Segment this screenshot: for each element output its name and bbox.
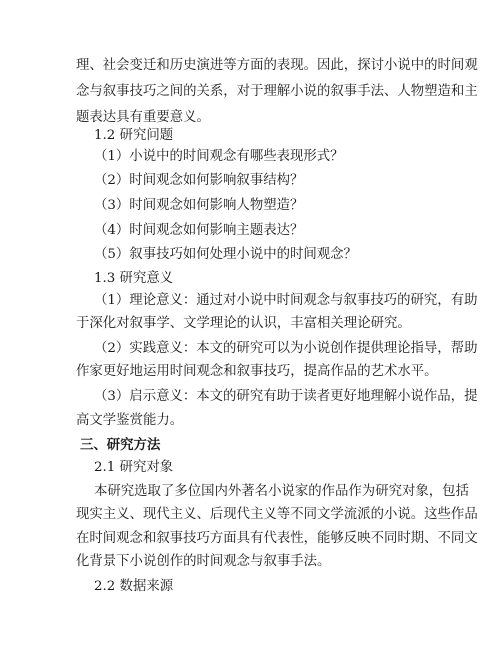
significance-line: （1）理论意义：通过对小说中时间观念与叙事技巧的研究，有助 <box>94 293 478 308</box>
question-item: （4）时间观念如何影响主题表达？ <box>94 223 304 238</box>
question-item: （1）小说中的时间观念有哪些表现形式？ <box>94 149 344 164</box>
chapter-heading: 三、研究方法 <box>80 437 161 453</box>
significance-line: （2）实践意义：本文的研究可以为小说创作提供理论指导，帮助 <box>94 341 478 356</box>
significance-line: （3）启示意义：本文的研究有助于读者更好地理解小说作品，提 <box>94 389 478 404</box>
section-heading-2-2: 2.2 数据来源 <box>94 579 174 594</box>
intro-line: 念与叙事技巧之间的关系，对于理解小说的叙事手法、人物塑造和主 <box>76 84 478 99</box>
paragraph-line: 现实主义、现代主义、后现代主义等不同文学流派的小说。这些作品 <box>76 507 478 522</box>
question-item: （2）时间观念如何影响叙事结构？ <box>94 173 304 188</box>
paragraph-line: 化背景下小说创作的时间观念与叙事手法。 <box>76 554 331 569</box>
significance-line: 高文学鉴赏能力。 <box>76 413 184 428</box>
question-item: （5）叙事技巧如何处理小说中的时间观念？ <box>94 247 357 262</box>
intro-line: 题表达具有重要意义。 <box>76 110 210 125</box>
paragraph-line: 在时间观念和叙事技巧方面具有代表性，能够反映不同时期、不同文 <box>76 531 478 546</box>
question-item: （3）时间观念如何影响人物塑造？ <box>94 198 304 213</box>
intro-line: 理、社会变迁和历史演进等方面的表现。因此，探讨小说中的时间观 <box>76 58 478 73</box>
section-heading-1-3: 1.3 研究意义 <box>94 271 174 286</box>
significance-line: 于深化对叙事学、文学理论的认识，丰富相关理论研究。 <box>76 316 411 331</box>
section-heading-1-2: 1.2 研究问题 <box>94 128 174 143</box>
paragraph-line: 本研究选取了多位国内外著名小说家的作品作为研究对象，包括 <box>94 484 469 499</box>
section-heading-2-1: 2.1 研究对象 <box>94 460 174 475</box>
significance-line: 作家更好地运用时间观念和叙事技巧，提高作品的艺术水平。 <box>76 364 438 379</box>
